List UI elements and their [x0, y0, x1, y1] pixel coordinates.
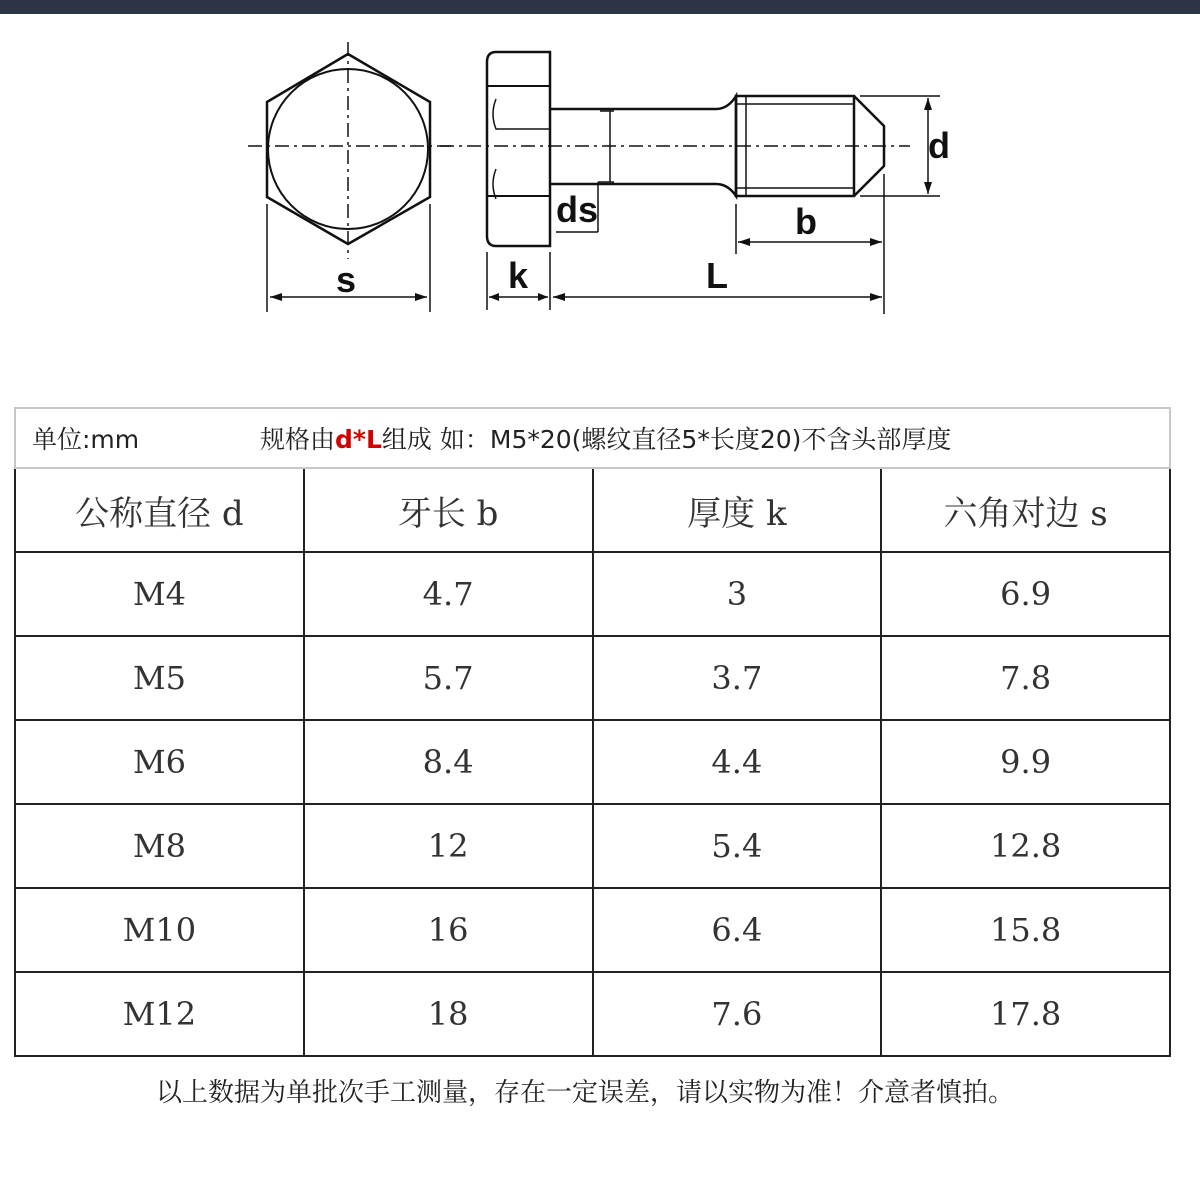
cell-size: M12 [15, 972, 304, 1056]
bolt-dimension-diagram [0, 14, 1200, 394]
table-row [15, 804, 1170, 888]
cell-s: 9.9 [881, 720, 1170, 804]
spec-note: 规格由d*L组成 如：M5*20(螺纹直径5*长度20)不含头部厚度 [260, 425, 952, 454]
cell-s: 12.8 [881, 804, 1170, 888]
cell-size: M8 [15, 804, 304, 888]
cell-k: 6.4 [593, 888, 882, 972]
footer-disclaimer: 以上数据为单批次手工测量，存在一定误差，请以实物为准！介意者慎拍。 [155, 1078, 1014, 1108]
unit-note: 单位:mm [32, 425, 140, 454]
spec-highlight: d*L [335, 425, 382, 454]
label-s: s [336, 259, 357, 300]
top-banner-strip [0, 0, 1200, 14]
table-header-row [15, 468, 1170, 552]
header-head-thickness: 厚度 k [593, 468, 882, 552]
cell-s: 7.8 [881, 636, 1170, 720]
table-row [15, 636, 1170, 720]
cell-b: 5.7 [304, 636, 593, 720]
note-row [15, 408, 1170, 468]
cell-s: 17.8 [881, 972, 1170, 1056]
cell-k: 7.6 [593, 972, 882, 1056]
cell-b: 4.7 [304, 552, 593, 636]
label-ds: ds [556, 189, 599, 230]
header-thread-length: 牙长 b [304, 468, 593, 552]
cell-b: 16 [304, 888, 593, 972]
cell-b: 8.4 [304, 720, 593, 804]
cell-b: 12 [304, 804, 593, 888]
bolt-head-side [487, 52, 550, 246]
label-b: b [795, 201, 817, 242]
cell-s: 15.8 [881, 888, 1170, 972]
cell-size: M5 [15, 636, 304, 720]
cell-k: 4.4 [593, 720, 882, 804]
cell-s: 6.9 [881, 552, 1170, 636]
table-row [15, 720, 1170, 804]
label-L: L [706, 255, 728, 296]
table-row [15, 972, 1170, 1056]
table-row [15, 552, 1170, 636]
label-k: k [508, 255, 529, 296]
header-nominal-diameter: 公称直径 d [15, 468, 304, 552]
table-row [15, 888, 1170, 972]
header-across-flats: 六角对边 s [881, 468, 1170, 552]
cell-size: M4 [15, 552, 304, 636]
cell-k: 5.4 [593, 804, 882, 888]
spec-table [14, 407, 1171, 1057]
cell-k: 3 [593, 552, 882, 636]
label-d: d [928, 125, 950, 166]
cell-b: 18 [304, 972, 593, 1056]
cell-k: 3.7 [593, 636, 882, 720]
cell-size: M6 [15, 720, 304, 804]
cell-size: M10 [15, 888, 304, 972]
